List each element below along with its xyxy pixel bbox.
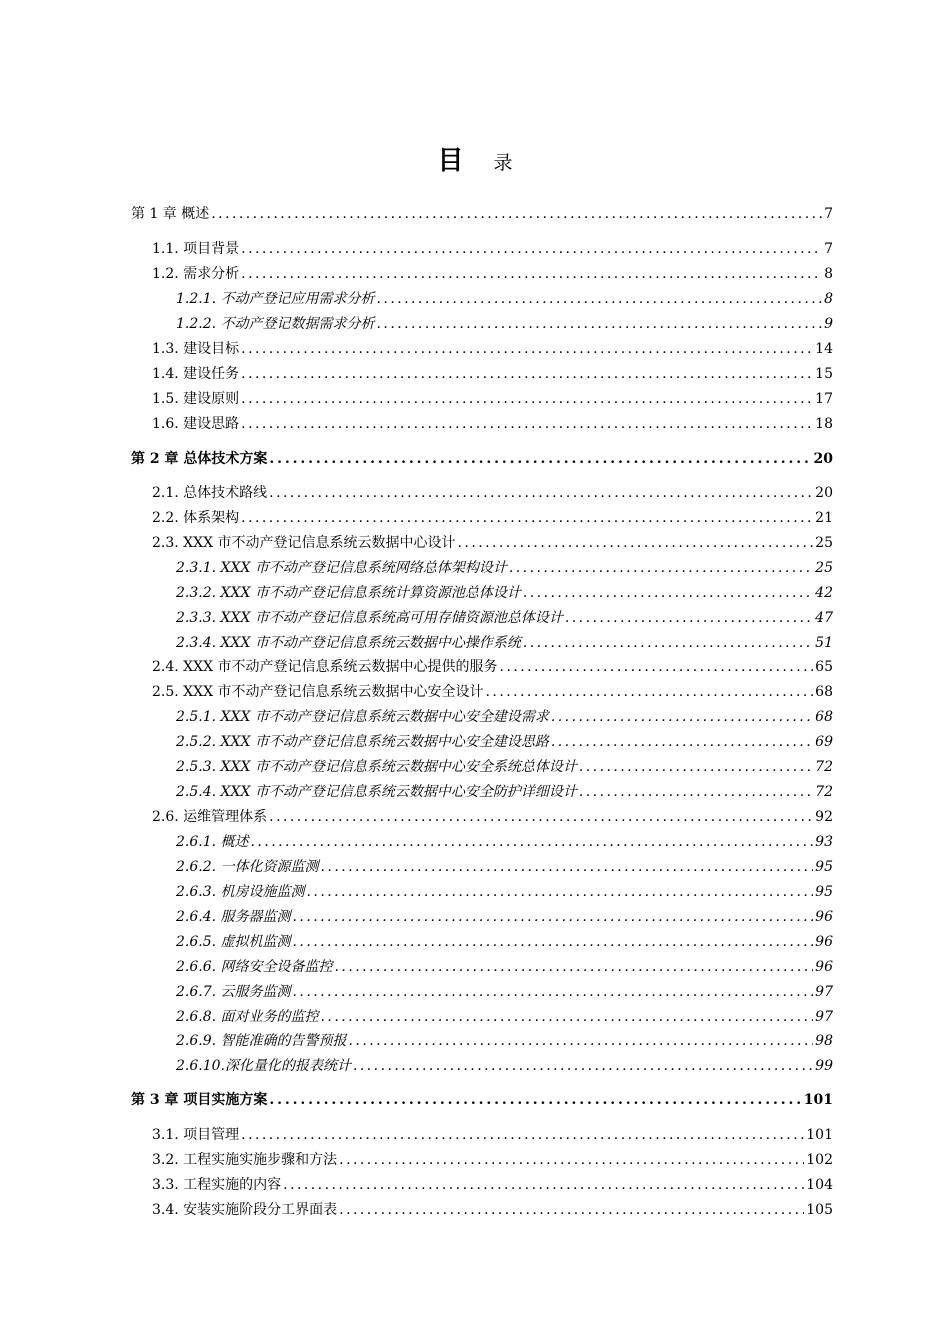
toc-entry-page-number: 68	[815, 684, 833, 700]
toc-entry-label: 2.3.3. XXX 市不动产登记信息系统高可用存储资源池总体设计	[176, 610, 563, 626]
toc-entry-page-number: 25	[815, 560, 833, 576]
toc-entry-page-number: 21	[815, 510, 833, 526]
toc-entry-label: 2.6.1. 概述	[176, 834, 249, 850]
toc-leader-dots	[500, 658, 814, 676]
toc-entry-label: 2.6.10.深化量化的报表统计	[176, 1058, 351, 1074]
toc-entry[interactable]	[176, 858, 833, 876]
toc-entry[interactable]	[176, 290, 833, 308]
toc-entry-page-number: 99	[815, 1058, 833, 1074]
toc-entry-page-number: 102	[806, 1152, 833, 1168]
toc-entry[interactable]	[131, 205, 833, 223]
toc-leader-dots	[241, 1126, 804, 1144]
toc-entry-page-number: 97	[815, 1009, 833, 1025]
toc-entry-label: 2.5. XXX 市不动产登记信息系统云数据中心安全设计	[152, 684, 484, 700]
toc-entry-page-number: 97	[815, 984, 833, 1000]
toc-entry-label: 2.6.9. 智能准确的告警预报	[176, 1033, 347, 1049]
toc-entry[interactable]	[131, 450, 833, 468]
toc-leader-dots	[551, 733, 813, 751]
toc-leader-dots	[241, 365, 813, 383]
toc-leader-dots	[458, 534, 814, 552]
toc-entry[interactable]	[152, 1151, 833, 1169]
toc-entry[interactable]	[176, 584, 833, 602]
toc-entry-label: 1.1. 项目背景	[152, 241, 240, 257]
toc-entry-page-number: 68	[815, 709, 833, 725]
toc-entry[interactable]	[152, 365, 833, 383]
toc-entry-label: 2.1. 总体技术路线	[152, 485, 268, 501]
toc-entry-label: 1.2.1. 不动产登记应用需求分析	[176, 291, 375, 307]
toc-leader-dots	[486, 683, 814, 701]
toc-leader-dots	[377, 315, 823, 333]
toc-entry-label: 2.3. XXX 市不动产登记信息系统云数据中心设计	[152, 535, 456, 551]
toc-entry[interactable]	[152, 1126, 833, 1144]
toc-title-second: 录	[493, 152, 513, 174]
toc-entry-label: 2.6.8. 面对业务的监控	[176, 1009, 319, 1025]
toc-entry-page-number: 96	[815, 959, 833, 975]
toc-entry-label: 2.3.4. XXX 市不动产登记信息系统云数据中心操作系统	[176, 635, 521, 651]
toc-entry-page-number: 95	[815, 859, 833, 875]
toc-leader-dots	[307, 883, 814, 901]
toc-entry-label: 2.5.1. XXX 市不动产登记信息系统云数据中心安全建设需求	[176, 709, 549, 725]
toc-leader-dots	[321, 1008, 814, 1026]
toc-title	[0, 140, 950, 177]
toc-entry-label: 2.6.7. 云服务监测	[176, 984, 291, 1000]
toc-entry[interactable]	[152, 484, 833, 502]
toc-entry-page-number: 96	[815, 934, 833, 950]
toc-entry-page-number: 104	[806, 1177, 833, 1193]
toc-entry[interactable]	[176, 783, 833, 801]
toc-leader-dots	[241, 240, 822, 258]
toc-entry-page-number: 17	[815, 391, 833, 407]
toc-entry[interactable]	[152, 1176, 833, 1194]
toc-entry-label: 2.5.4. XXX 市不动产登记信息系统云数据中心安全防护详细设计	[176, 784, 577, 800]
toc-entry-label: 2.6.6. 网络安全设备监控	[176, 959, 333, 975]
toc-leader-dots	[551, 708, 813, 726]
toc-entry[interactable]	[176, 559, 833, 577]
toc-entry-label: 3.2. 工程实施实施步骤和方法	[152, 1152, 338, 1168]
toc-entry[interactable]	[152, 509, 833, 527]
toc-entry[interactable]	[152, 1201, 833, 1219]
toc-leader-dots	[377, 290, 823, 308]
toc-entry-page-number: 69	[815, 734, 833, 750]
toc-leader-dots	[269, 808, 813, 826]
toc-entry-page-number: 42	[815, 585, 833, 601]
toc-leader-dots	[339, 1151, 804, 1169]
toc-entry[interactable]	[152, 534, 833, 552]
toc-entry-label: 1.2. 需求分析	[152, 266, 240, 282]
toc-leader-dots	[339, 1201, 804, 1219]
toc-entry-label: 第 2 章 总体技术方案	[131, 451, 268, 467]
toc-entry-page-number: 72	[815, 784, 833, 800]
toc-entry-label: 2.6.4. 服务器监测	[176, 909, 291, 925]
toc-leader-dots	[565, 609, 813, 627]
toc-leader-dots	[269, 450, 811, 468]
toc-entry[interactable]	[152, 658, 833, 676]
toc-entry[interactable]	[152, 340, 833, 358]
toc-leader-dots	[579, 758, 813, 776]
toc-entry-page-number: 7	[824, 241, 833, 257]
toc-leader-dots	[349, 1032, 814, 1050]
toc-entry-label: 1.2.2. 不动产登记数据需求分析	[176, 316, 375, 332]
toc-leader-dots	[283, 1176, 804, 1194]
toc-entry[interactable]	[176, 733, 833, 751]
toc-entry[interactable]	[152, 265, 833, 283]
toc-entry[interactable]	[176, 758, 833, 776]
toc-entry-page-number: 8	[824, 266, 833, 282]
toc-entry-page-number: 8	[824, 291, 833, 307]
toc-leader-dots	[353, 1057, 813, 1075]
toc-entry[interactable]	[152, 683, 833, 701]
toc-entry-page-number: 105	[806, 1202, 833, 1218]
toc-entry-page-number: 20	[815, 485, 833, 501]
toc-leader-dots	[251, 833, 814, 851]
toc-leader-dots	[241, 390, 813, 408]
toc-leader-dots	[335, 958, 814, 976]
toc-entry[interactable]	[152, 415, 833, 433]
toc-entry-label: 第 1 章 概述	[131, 206, 210, 222]
toc-entry-label: 2.3.2. XXX 市不动产登记信息系统计算资源池总体设计	[176, 585, 521, 601]
toc-entry-page-number: 18	[815, 416, 833, 432]
toc-leader-dots	[293, 933, 814, 951]
toc-entry[interactable]	[176, 983, 833, 1001]
toc-leader-dots	[241, 340, 813, 358]
toc-leader-dots	[321, 858, 814, 876]
toc-entry-page-number: 101	[806, 1127, 833, 1143]
toc-entry[interactable]	[176, 708, 833, 726]
toc-entry[interactable]	[176, 883, 833, 901]
toc-entry-page-number: 101	[803, 1092, 833, 1108]
toc-entry-label: 第 3 章 项目实施方案	[131, 1092, 268, 1108]
toc-entry-page-number: 51	[815, 635, 833, 651]
toc-entry[interactable]	[131, 1091, 833, 1109]
toc-entry-label: 2.2. 体系架构	[152, 510, 240, 526]
toc-leader-dots	[211, 205, 822, 223]
toc-leader-dots	[509, 559, 813, 577]
toc-leader-dots	[579, 783, 813, 801]
toc-leader-dots	[241, 265, 822, 283]
toc-entry-page-number: 15	[815, 366, 833, 382]
toc-entry[interactable]	[176, 315, 833, 333]
toc-entry[interactable]	[176, 958, 833, 976]
toc-entry[interactable]	[176, 833, 833, 851]
toc-entry-page-number: 14	[815, 341, 833, 357]
toc-entry[interactable]	[176, 933, 833, 951]
toc-entry-page-number: 20	[813, 451, 833, 467]
toc-entry-label: 1.6. 建设思路	[152, 416, 240, 432]
toc-entry-page-number: 9	[824, 316, 833, 332]
toc-entry-label: 2.5.2. XXX 市不动产登记信息系统云数据中心安全建设思路	[176, 734, 549, 750]
toc-entry-label: 3.1. 项目管理	[152, 1127, 240, 1143]
toc-entry[interactable]	[152, 808, 833, 826]
toc-entry-page-number: 7	[824, 206, 833, 222]
toc-entry-label: 2.6.5. 虚拟机监测	[176, 934, 291, 950]
toc-leader-dots	[269, 484, 813, 502]
toc-entry-page-number: 25	[815, 535, 833, 551]
toc-entry-label: 2.6. 运维管理体系	[152, 809, 268, 825]
toc-entry-page-number: 95	[815, 884, 833, 900]
toc-entry-label: 3.4. 安装实施阶段分工界面表	[152, 1202, 338, 1218]
toc-entry-page-number: 96	[815, 909, 833, 925]
toc-leader-dots	[523, 584, 813, 602]
toc-entry-page-number: 72	[815, 759, 833, 775]
toc-leader-dots	[269, 1091, 801, 1109]
toc-entry-label: 2.4. XXX 市不动产登记信息系统云数据中心提供的服务	[152, 659, 498, 675]
toc-entry[interactable]	[176, 609, 833, 627]
toc-entry[interactable]	[176, 1008, 833, 1026]
toc-entry-label: 2.6.3. 机房设施监测	[176, 884, 305, 900]
toc-entry-label: 1.5. 建设原则	[152, 391, 240, 407]
toc-entry[interactable]	[176, 1057, 833, 1075]
toc-leader-dots	[293, 908, 814, 926]
toc-entry[interactable]	[176, 908, 833, 926]
toc-entry[interactable]	[152, 390, 833, 408]
toc-entry-page-number: 92	[815, 809, 833, 825]
toc-leader-dots	[241, 509, 813, 527]
toc-entry-page-number: 47	[815, 610, 833, 626]
toc-entry-page-number: 65	[815, 659, 833, 675]
toc-entry-label: 2.3.1. XXX 市不动产登记信息系统网络总体架构设计	[176, 560, 507, 576]
toc-entry-page-number: 98	[815, 1033, 833, 1049]
toc-entry-label: 1.3. 建设目标	[152, 341, 240, 357]
toc-entry-label: 1.4. 建设任务	[152, 366, 240, 382]
toc-leader-dots	[523, 634, 813, 652]
toc-title-main: 目	[437, 146, 464, 176]
toc-entry-label: 3.3. 工程实施的内容	[152, 1177, 282, 1193]
toc-entry-label: 2.6.2. 一体化资源监测	[176, 859, 319, 875]
toc-entry[interactable]	[152, 240, 833, 258]
toc-entry[interactable]	[176, 634, 833, 652]
toc-entry-label: 2.5.3. XXX 市不动产登记信息系统云数据中心安全系统总体设计	[176, 759, 577, 775]
toc-leader-dots	[293, 983, 814, 1001]
toc-entry-page-number: 93	[815, 834, 833, 850]
toc-entry[interactable]	[176, 1032, 833, 1050]
toc-leader-dots	[241, 415, 813, 433]
